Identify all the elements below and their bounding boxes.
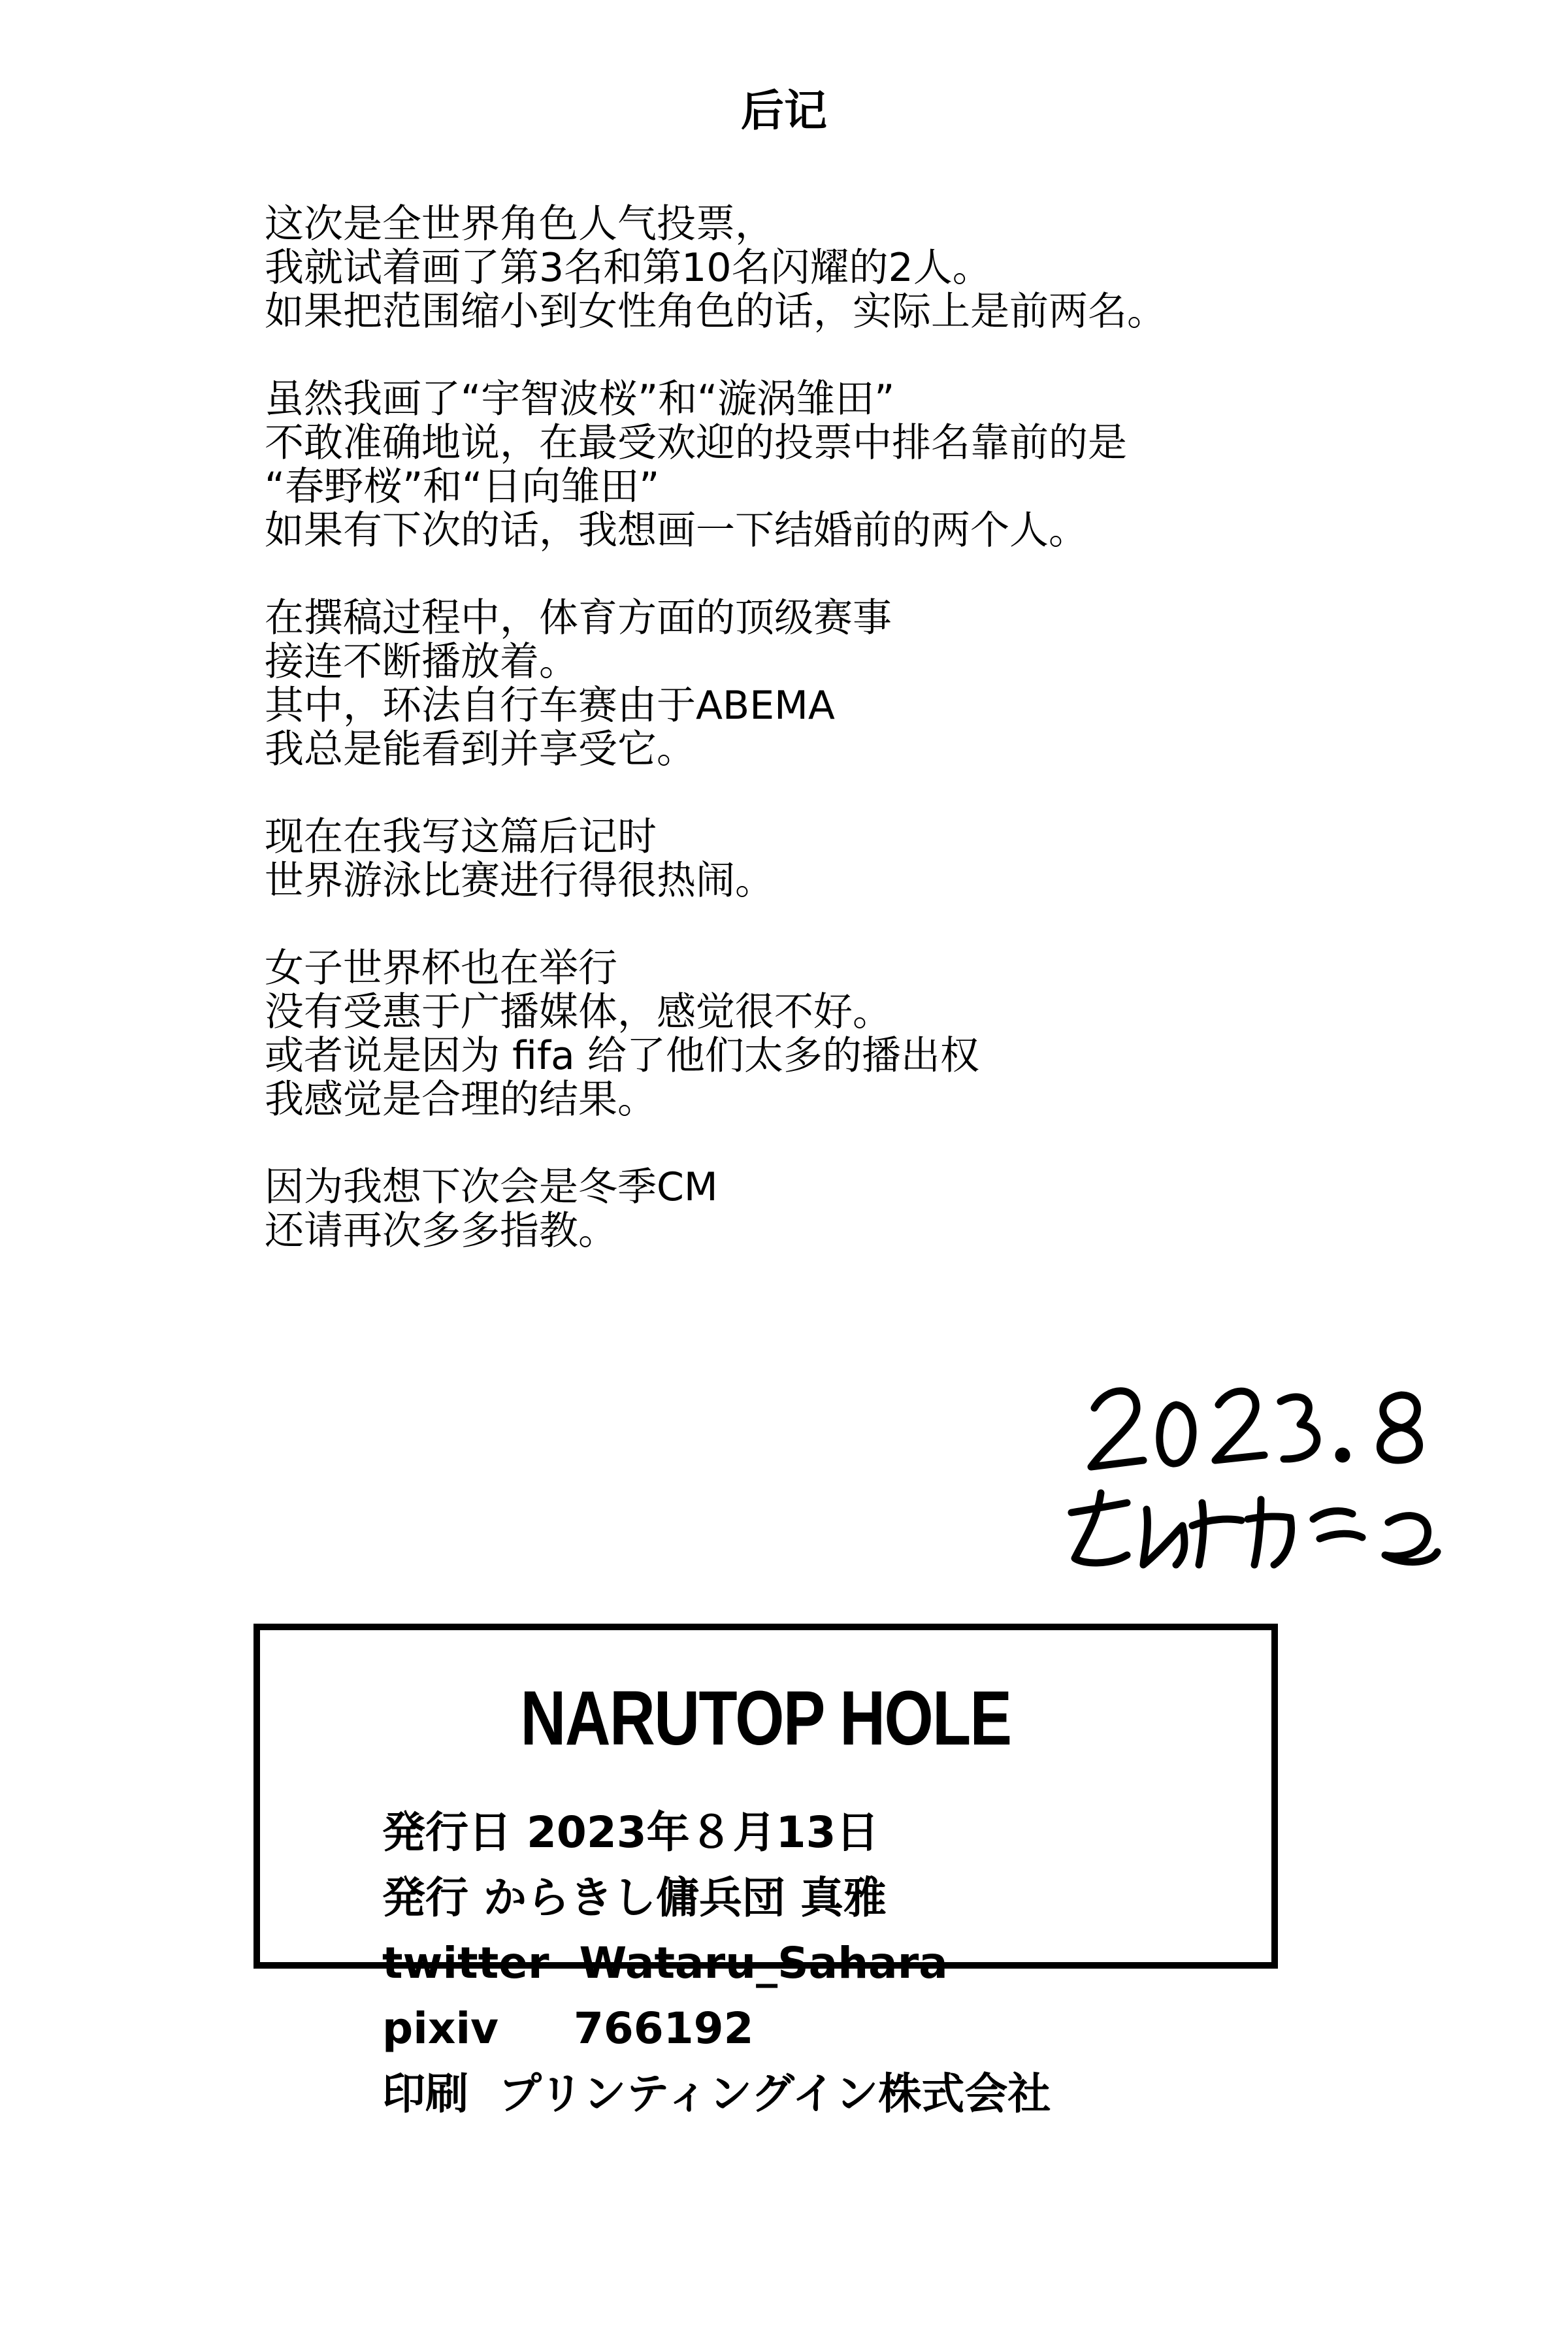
colophon-details [382,1800,1051,2127]
paragraph-2 [265,378,1375,553]
printer-line: 印刷 プリンティングイン株式会社 [382,2069,1051,2119]
text-line: 其中，环法自行车赛由于ABEMA [265,683,835,729]
handwritten-signature [1045,1369,1463,1617]
pixiv-line: pixiv 766192 [382,2003,754,2054]
text-line: 或者说是因为 fifa 给了他们太多的播出权 [265,1033,979,1079]
paragraph-5 [265,947,1375,1122]
text-line: 虽然我画了“宇智波桜”和“漩涡雏田” [265,376,895,422]
publish-date-line: 発行日 2023年８月13日 [382,1807,879,1858]
paragraph-4 [265,815,1375,903]
text-line: 女子世界杯也在举行 [265,945,617,991]
text-line: 在撰稿过程中，体育方面的顶级赛事 [265,595,892,641]
paragraph-3 [265,597,1375,772]
text-line: “春野桜”和“日向雏田” [265,464,660,510]
afterword-title: 后记 [741,86,827,136]
colophon-title: NARUTOP HOLE [520,1675,1011,1762]
text-line: 世界游泳比赛进行得很热闹。 [265,858,774,904]
text-line: 我感觉是合理的结果。 [265,1077,657,1123]
text-line: 因为我想下次会是冬季CM [265,1164,718,1210]
text-line: 没有受惠于广播媒体，感觉很不好。 [265,989,892,1035]
text-line: 不敢准确地说，在最受欢迎的投票中排名靠前的是 [265,420,1127,466]
text-line: 如果把范围缩小到女性角色的话，实际上是前两名。 [265,289,1166,335]
twitter-line: twitter Wataru_Sahara [382,1938,948,1988]
afterword-body [265,203,1375,1297]
text-line: 我总是能看到并享受它。 [265,727,696,772]
text-line: 还请再次多多指教。 [265,1208,617,1254]
text-line: 现在在我写这篇后记时 [265,814,657,860]
text-line: 接连不断播放着。 [265,639,578,685]
publisher-line: 発行 からきし傭兵団 真雅 [382,1873,887,1923]
text-line: 我就试着画了第3名和第10名闪耀的2人。 [265,245,992,291]
paragraph-6 [265,1166,1375,1253]
text-line: 这次是全世界角色人气投票， [265,201,774,247]
text-line: 如果有下次的话，我想画一下结婚前的两个人。 [265,508,1088,553]
paragraph-1 [265,203,1375,334]
